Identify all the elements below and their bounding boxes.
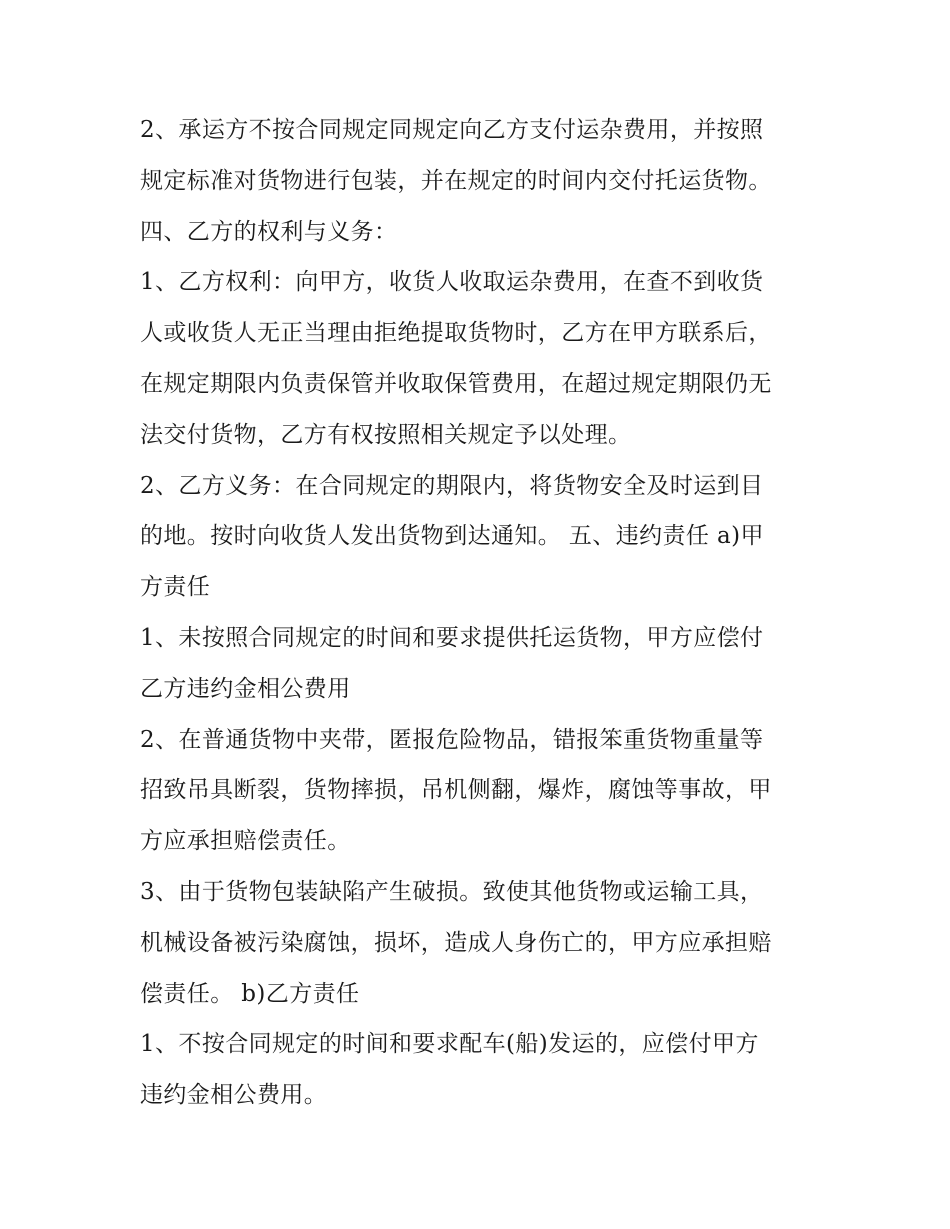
text-line: 1、未按照合同规定的时间和要求提供托运货物，甲方应偿付	[140, 624, 764, 651]
text-line: 2、乙方义务：在合同规定的期限内，将货物安全及时运到目	[140, 472, 764, 499]
text-line: 3、由于货物包装缺陷产生破损。致使其他货物或运输工具，	[140, 878, 764, 905]
text-line: 乙方违约金相公费用	[140, 675, 351, 702]
text-line: 方责任	[140, 574, 211, 601]
section-heading: 四、乙方的权利与义务：	[140, 218, 398, 245]
text-line: 2、承运方不按合同规定同规定向乙方支付运杂费用，并按照	[140, 117, 764, 143]
text-line: 机械设备被污染腐蚀，损坏，造成人身伤亡的，甲方应承担赔	[140, 929, 772, 956]
text-line: 的地。按时向收货人发出货物到达通知。 五、违约责任 a)甲	[140, 523, 764, 550]
text-line: 规定标准对货物进行包装，并在规定的时间内交付托运货物。	[140, 167, 772, 194]
document-body	[140, 105, 820, 1121]
text-line: 在规定期限内负责保管并收取保管费用，在超过规定期限仍无	[140, 370, 772, 397]
text-line: 1、乙方权利：向甲方，收货人收取运杂费用，在查不到收货	[140, 269, 764, 296]
text-line: 1、不按合同规定的时间和要求配车(船)发运的，应偿付甲方	[140, 1031, 759, 1058]
text-line: 人或收货人无正当理由拒绝提取货物时，乙方在甲方联系后，	[140, 320, 772, 347]
text-line: 违约金相公费用。	[140, 1082, 328, 1109]
text-line: 偿责任。 b)乙方责任	[140, 980, 360, 1007]
text-line: 法交付货物，乙方有权按照相关规定予以处理。	[140, 421, 632, 448]
text-line: 2、在普通货物中夹带，匿报危险物品，错报笨重货物重量等	[140, 726, 764, 753]
text-line: 招致吊具断裂，货物摔损，吊机侧翻，爆炸，腐蚀等事故，甲	[140, 777, 772, 804]
text-line: 方应承担赔偿责任。	[140, 828, 351, 855]
